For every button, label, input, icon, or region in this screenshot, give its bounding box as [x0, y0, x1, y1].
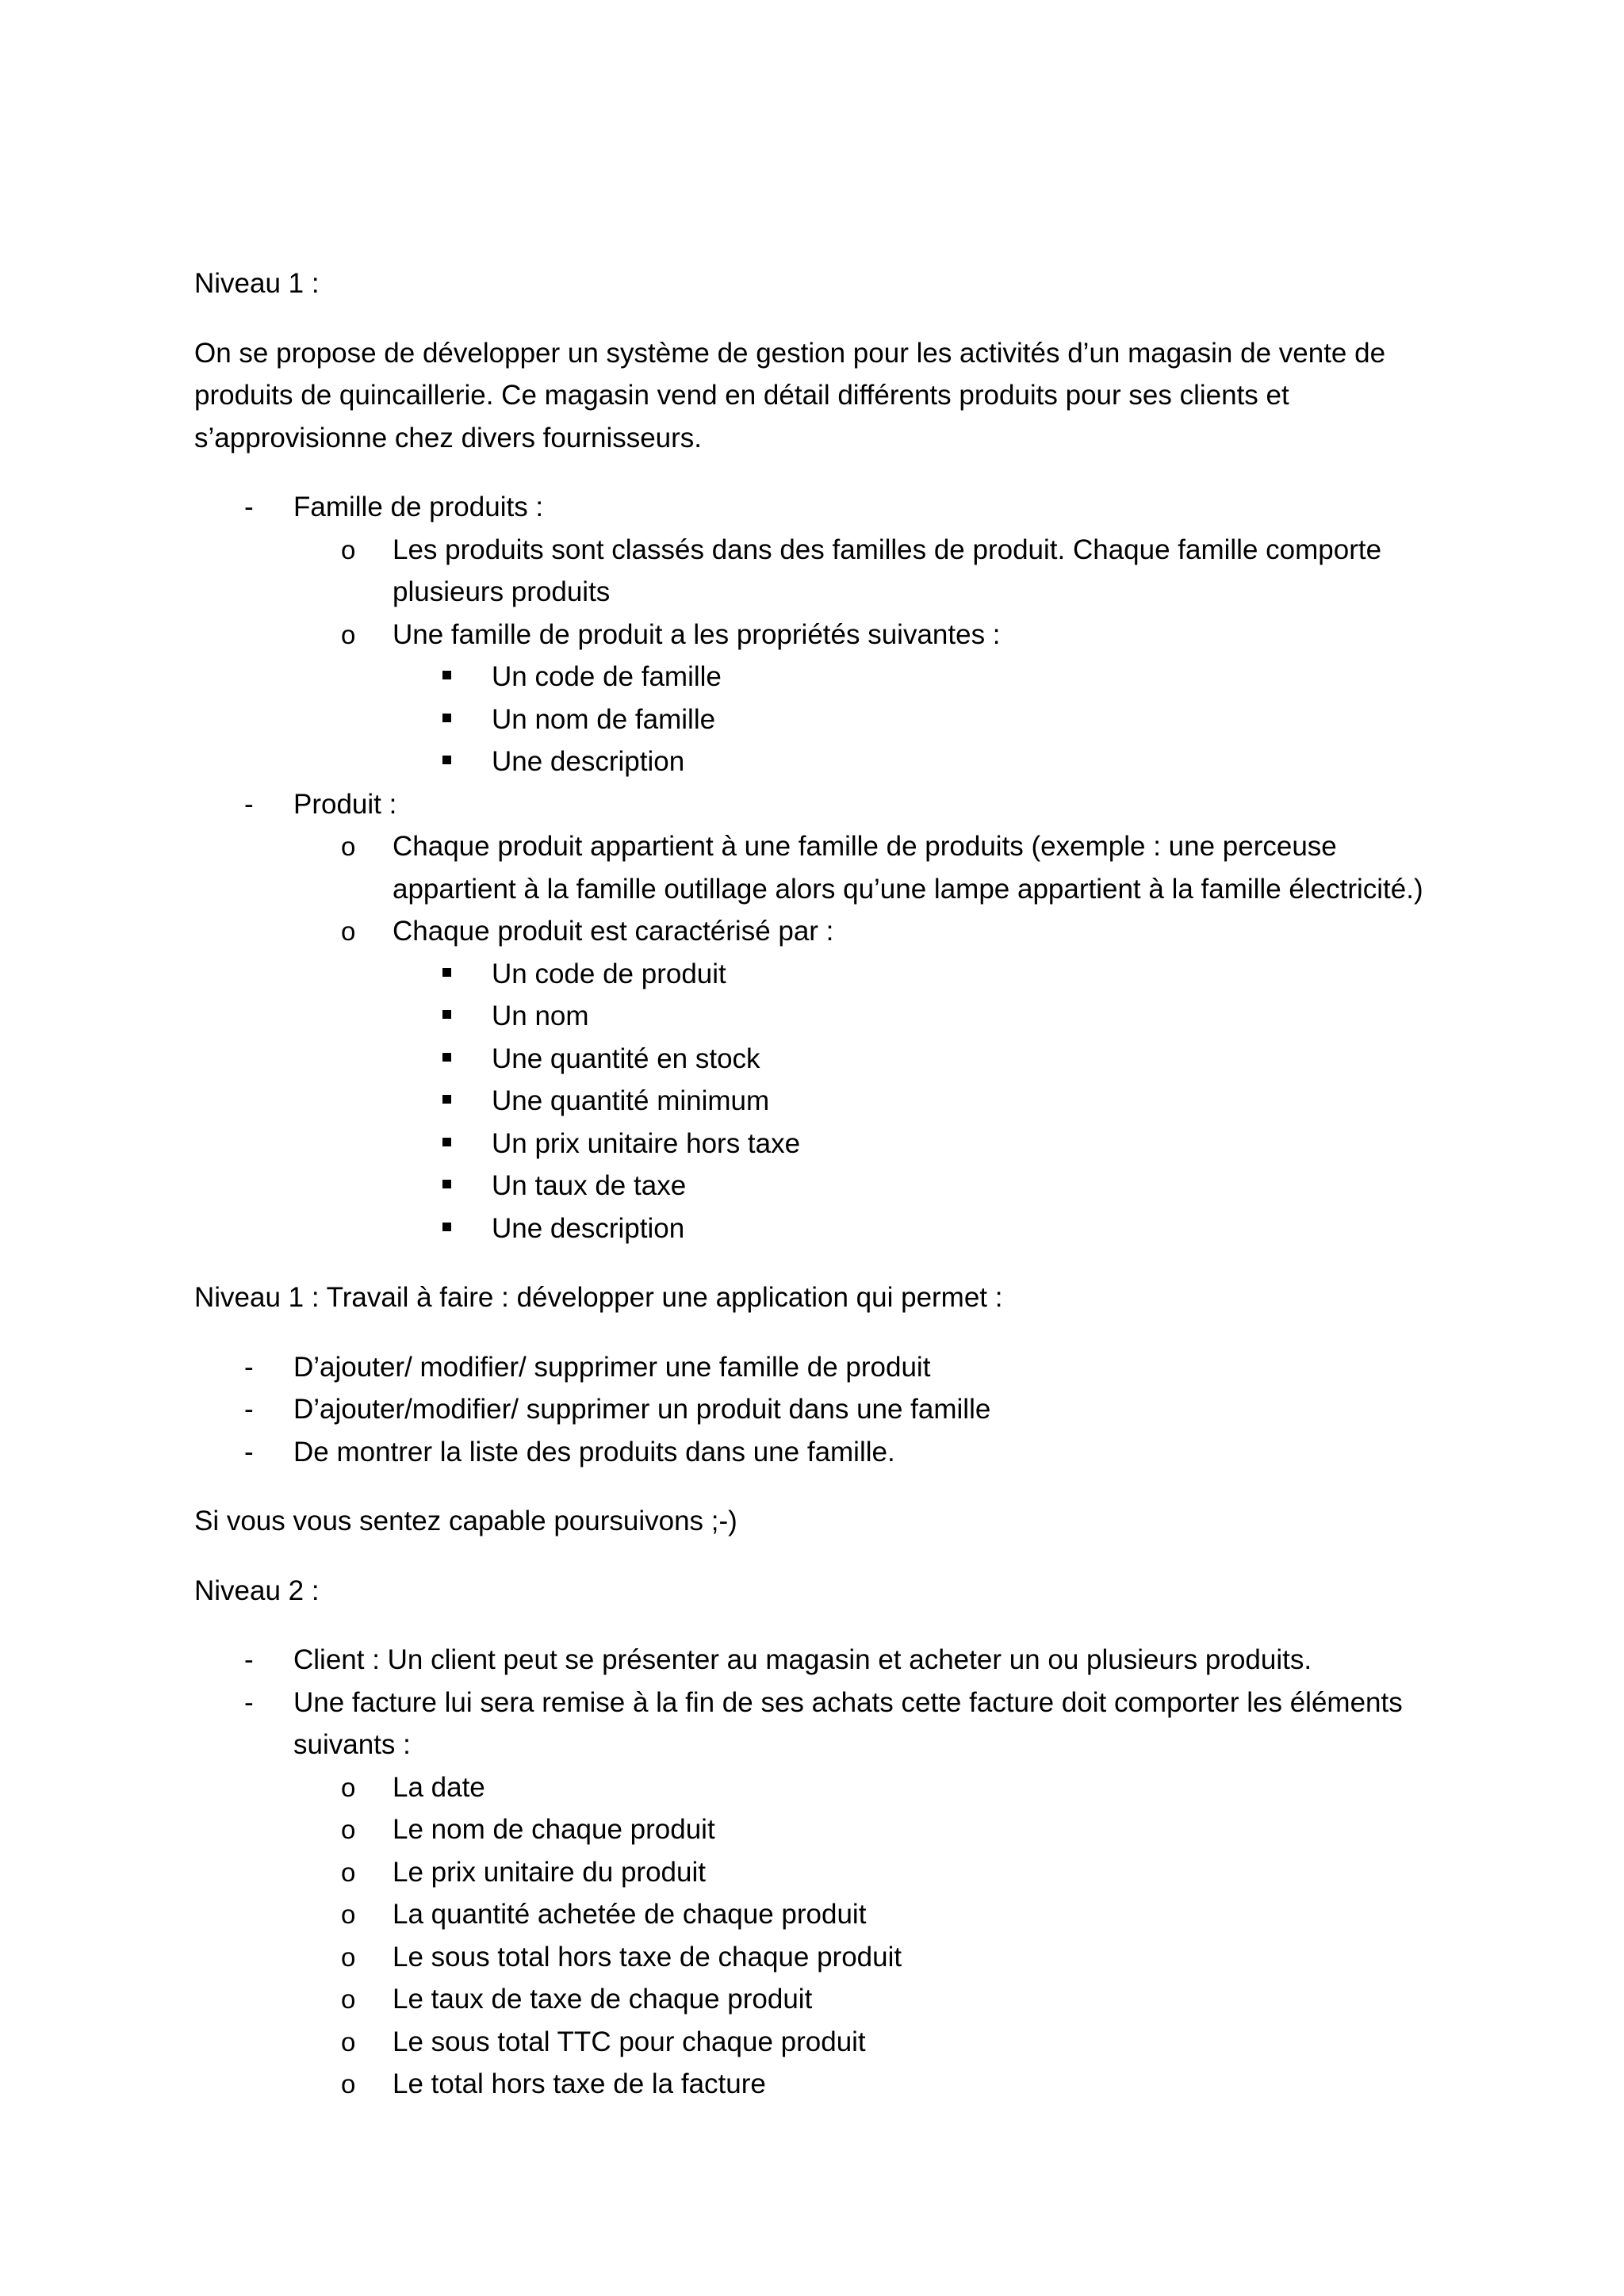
list-item	[393, 1165, 1447, 1207]
level1-heading: Niveau 1 :	[194, 268, 320, 299]
famille-sublist	[293, 529, 1447, 783]
list-item	[293, 1936, 1447, 1979]
intro-paragraph: On se propose de développer un système de gestion pour les activités d’un magasin de vente de produits de quincaillerie. Ce magasin vend en détail différents produits pour ses clients et s’approvisionne chez divers fournisseurs.	[194, 337, 1386, 453]
list-item	[293, 614, 1447, 783]
circle-bullet: o	[341, 1815, 356, 1844]
dash-bullet: -	[244, 1351, 254, 1383]
square-bullet	[442, 1053, 451, 1062]
produit-item-2: Chaque produit est caractérisé par :	[393, 916, 834, 947]
level1-spec-list	[194, 486, 1447, 1249]
circle-bullet: o	[341, 619, 356, 649]
task-heading: Niveau 1 : Travail à faire : développer une application qui permet :	[194, 1282, 1003, 1313]
circle-bullet: o	[341, 832, 356, 861]
produit-title: Produit :	[293, 788, 397, 820]
produit-prop: Une description	[492, 1212, 685, 1244]
dash-bullet: -	[244, 1644, 254, 1675]
produit-prop: Un prix unitaire hors taxe	[492, 1127, 801, 1159]
facture-element: La quantité achetée de chaque produit	[393, 1899, 867, 1930]
list-item	[293, 529, 1447, 614]
list-item	[393, 1123, 1447, 1165]
produit-prop: Une quantité en stock	[492, 1043, 760, 1074]
circle-bullet: o	[341, 1772, 356, 1802]
famille-props-list	[393, 656, 1447, 783]
list-item	[393, 1038, 1447, 1081]
facture-element: Le total hors taxe de la facture	[393, 2068, 766, 2099]
list-item	[293, 1766, 1447, 1809]
circle-bullet: o	[341, 1984, 356, 2014]
circle-bullet: o	[341, 1942, 356, 1972]
produit-prop: Un taux de taxe	[492, 1170, 687, 1201]
list-item	[293, 825, 1447, 910]
square-bullet	[442, 1180, 451, 1188]
list-item	[393, 1080, 1447, 1123]
facture-item	[194, 1682, 1447, 2106]
produit-section	[194, 783, 1447, 1250]
famille-item-1: Les produits sont classés dans des familles de produit. Chaque famille comporte plusieurs produits	[393, 534, 1382, 607]
list-item	[393, 995, 1447, 1038]
famille-prop: Un nom de famille	[492, 703, 716, 735]
level2-list	[194, 1639, 1447, 2106]
dash-bullet: -	[244, 1394, 254, 1425]
square-bullet	[442, 1223, 451, 1231]
list-item	[293, 1978, 1447, 2021]
list-item	[293, 1808, 1447, 1851]
square-bullet	[442, 756, 451, 764]
produit-props-list	[393, 953, 1447, 1250]
circle-bullet: o	[341, 1857, 356, 1887]
famille-title: Famille de produits :	[293, 492, 544, 522]
circle-bullet: o	[341, 2069, 356, 2099]
produit-prop: Un code de produit	[492, 958, 726, 989]
client-text: Client : Un client peut se présenter au magasin et acheter un ou plusieurs produits.	[293, 1644, 1312, 1675]
list-item	[393, 698, 1447, 741]
list-item	[293, 910, 1447, 1249]
circle-bullet: o	[341, 1900, 356, 1929]
dash-bullet: -	[244, 1436, 254, 1468]
square-bullet	[442, 1095, 451, 1104]
circle-bullet: o	[341, 534, 356, 564]
list-item	[194, 1431, 1447, 1474]
facture-elements-list	[293, 1766, 1447, 2106]
famille-section	[194, 486, 1447, 783]
facture-element: La date	[393, 1771, 485, 1803]
famille-item-2: Une famille de produit a les propriétés suivantes :	[393, 618, 1001, 650]
square-bullet	[442, 968, 451, 977]
client-item	[194, 1639, 1447, 1682]
produit-sublist	[293, 825, 1447, 1249]
list-item	[293, 1851, 1447, 1894]
closing-line: Si vous vous sentez capable poursuivons ;-)	[194, 1506, 737, 1536]
list-item	[393, 1207, 1447, 1250]
list-item	[293, 2021, 1447, 2064]
produit-prop: Un nom	[492, 1001, 589, 1031]
list-item	[194, 1388, 1447, 1431]
task-item: D’ajouter/modifier/ supprimer un produit dans une famille	[293, 1394, 991, 1425]
facture-element: Le taux de taxe de chaque produit	[393, 1984, 813, 2015]
famille-prop: Un code de famille	[492, 661, 722, 692]
list-item	[393, 953, 1447, 996]
square-bullet	[442, 1138, 451, 1146]
facture-element: Le sous total hors taxe de chaque produit	[393, 1941, 902, 1973]
task-item: De montrer la liste des produits dans une famille.	[293, 1436, 895, 1468]
facture-text: Une facture lui sera remise à la fin de ses achats cette facture doit comporter les éléments suivants :	[293, 1686, 1403, 1760]
square-bullet	[442, 671, 451, 679]
task-list	[194, 1346, 1447, 1474]
square-bullet	[442, 1010, 451, 1019]
facture-element: Le nom de chaque produit	[393, 1814, 715, 1845]
facture-element: Le prix unitaire du produit	[393, 1856, 706, 1888]
facture-element: Le sous total TTC pour chaque produit	[393, 2026, 866, 2057]
square-bullet	[442, 714, 451, 722]
dash-bullet: -	[244, 788, 254, 820]
dash-bullet: -	[244, 492, 254, 522]
task-item: D’ajouter/ modifier/ supprimer une famille de produit	[293, 1351, 931, 1383]
list-item	[393, 740, 1447, 783]
level2-heading: Niveau 2 :	[194, 1575, 320, 1606]
list-item	[194, 1346, 1447, 1389]
famille-prop: Une description	[492, 746, 685, 777]
list-item	[393, 656, 1447, 698]
circle-bullet: o	[341, 2026, 356, 2057]
circle-bullet: o	[341, 916, 356, 946]
produit-prop: Une quantité minimum	[492, 1085, 770, 1116]
produit-item-1: Chaque produit appartient à une famille de produits (exemple : une perceuse appartient à la famille outillage alors qu’une lampe appartient à la famille électricité.)	[393, 831, 1423, 905]
dash-bullet: -	[244, 1686, 254, 1718]
list-item	[293, 2063, 1447, 2106]
document-page	[194, 262, 1447, 2133]
list-item	[293, 1893, 1447, 1936]
